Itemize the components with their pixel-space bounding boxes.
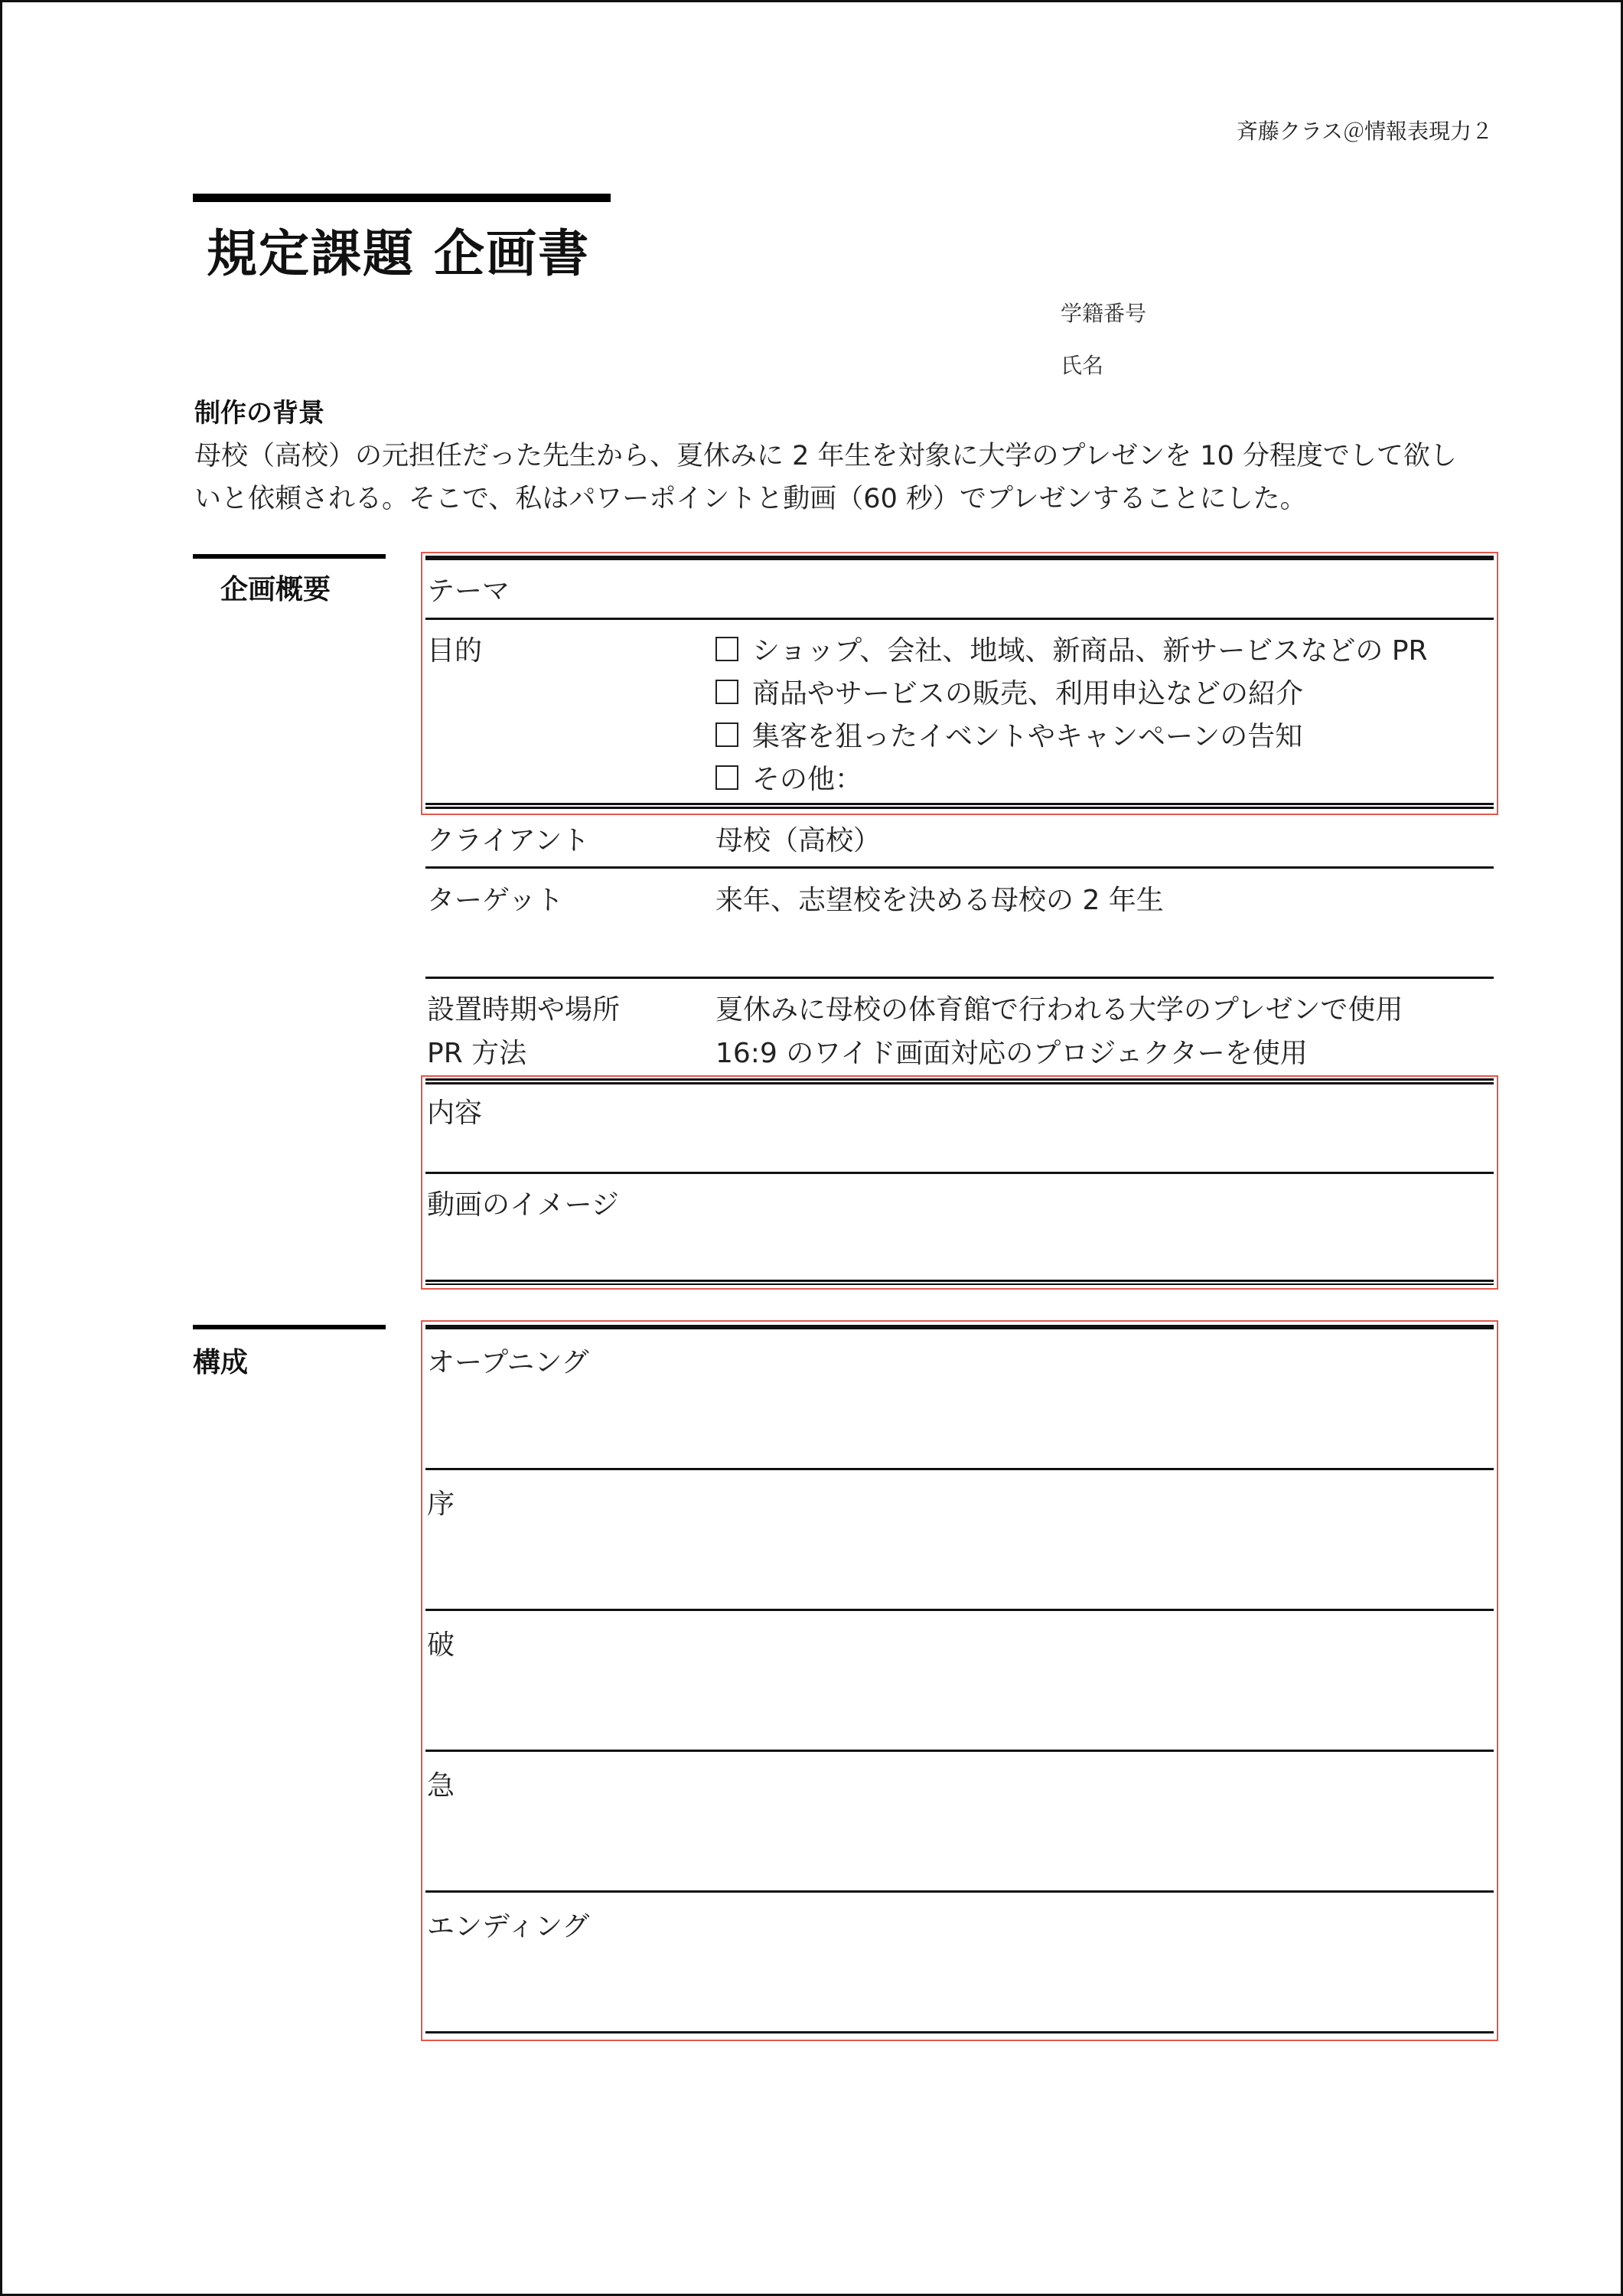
checkbox[interactable] — [715, 722, 738, 747]
target-label: ターゲット — [427, 885, 564, 916]
title-rule — [193, 194, 611, 202]
purpose-option[interactable]: その他： — [715, 758, 862, 797]
timing-value: 夏休みに母校の体育館で行われる大学のプレゼンで使用 — [715, 994, 1403, 1026]
rule — [425, 1468, 1494, 1470]
rule — [425, 977, 1494, 979]
structure-section-kyu: 急 — [427, 1770, 455, 1802]
rule — [425, 1325, 1494, 1329]
overview-rule — [193, 554, 386, 559]
rule — [425, 1172, 1494, 1174]
rule — [425, 618, 1494, 620]
rule — [425, 1078, 1494, 1081]
rule — [425, 807, 1494, 809]
target-value: 来年、志望校を決める母校の 2 年生 — [715, 885, 1164, 916]
rule — [425, 1082, 1494, 1084]
checkbox[interactable] — [715, 765, 738, 790]
name-label: 氏名 — [1061, 353, 1104, 378]
rule — [425, 556, 1494, 560]
rule — [425, 1280, 1494, 1282]
purpose-label: 目的 — [427, 635, 483, 667]
rule — [425, 866, 1494, 869]
background-heading: 制作の背景 — [194, 398, 324, 429]
method-label: PR 方法 — [427, 1038, 527, 1069]
background-line-2: いと依頼される。そこで、私はパワーポイントと動画（60 秒）でプレゼンすることにした。 — [194, 484, 1307, 514]
client-label: クライアント — [427, 825, 590, 856]
checkbox[interactable] — [715, 680, 738, 704]
client-value: 母校（高校） — [715, 825, 882, 856]
student-number-label: 学籍番号 — [1061, 301, 1147, 326]
purpose-option[interactable]: ショップ、会社、地域、新商品、新サービスなどの PR — [715, 629, 1428, 668]
background-line-1: 母校（高校）の元担任だった先生から、夏休みに 2 年生を対象に大学のプレゼンを 10 分程度でして欲し — [194, 441, 1457, 471]
content-label: 内容 — [427, 1097, 483, 1129]
checkbox[interactable] — [715, 637, 738, 661]
rule — [425, 803, 1494, 805]
timing-label: 設置時期や場所 — [427, 994, 621, 1026]
structure-rule — [193, 1325, 386, 1329]
structure-section-opening: オープニング — [427, 1347, 589, 1378]
class-label: 斉藤クラス＠情報表現力２ — [1236, 119, 1493, 144]
purpose-option[interactable]: 集客を狙ったイベントやキャンペーンの告知 — [715, 715, 1302, 754]
video-image-label: 動画のイメージ — [427, 1189, 619, 1221]
rule — [425, 1283, 1494, 1285]
structure-section-ending: エンディング — [427, 1911, 590, 1942]
method-value: 16:9 のワイド画面対応のプロジェクターを使用 — [715, 1038, 1308, 1069]
structure-heading: 構成 — [193, 1347, 249, 1378]
rule — [425, 1609, 1494, 1611]
rule — [425, 1890, 1494, 1893]
structure-section-ha: 破 — [427, 1629, 455, 1661]
purpose-option[interactable]: 商品やサービスの販売、利用申込などの紹介 — [715, 672, 1303, 711]
page-title: 規定課題 企画書 — [207, 224, 590, 283]
overview-heading: 企画概要 — [220, 574, 331, 605]
theme-label: テーマ — [427, 576, 510, 607]
rule — [425, 1750, 1494, 1752]
structure-section-jo: 序 — [427, 1489, 455, 1520]
rule — [425, 2031, 1494, 2033]
content-box — [421, 1075, 1498, 1290]
